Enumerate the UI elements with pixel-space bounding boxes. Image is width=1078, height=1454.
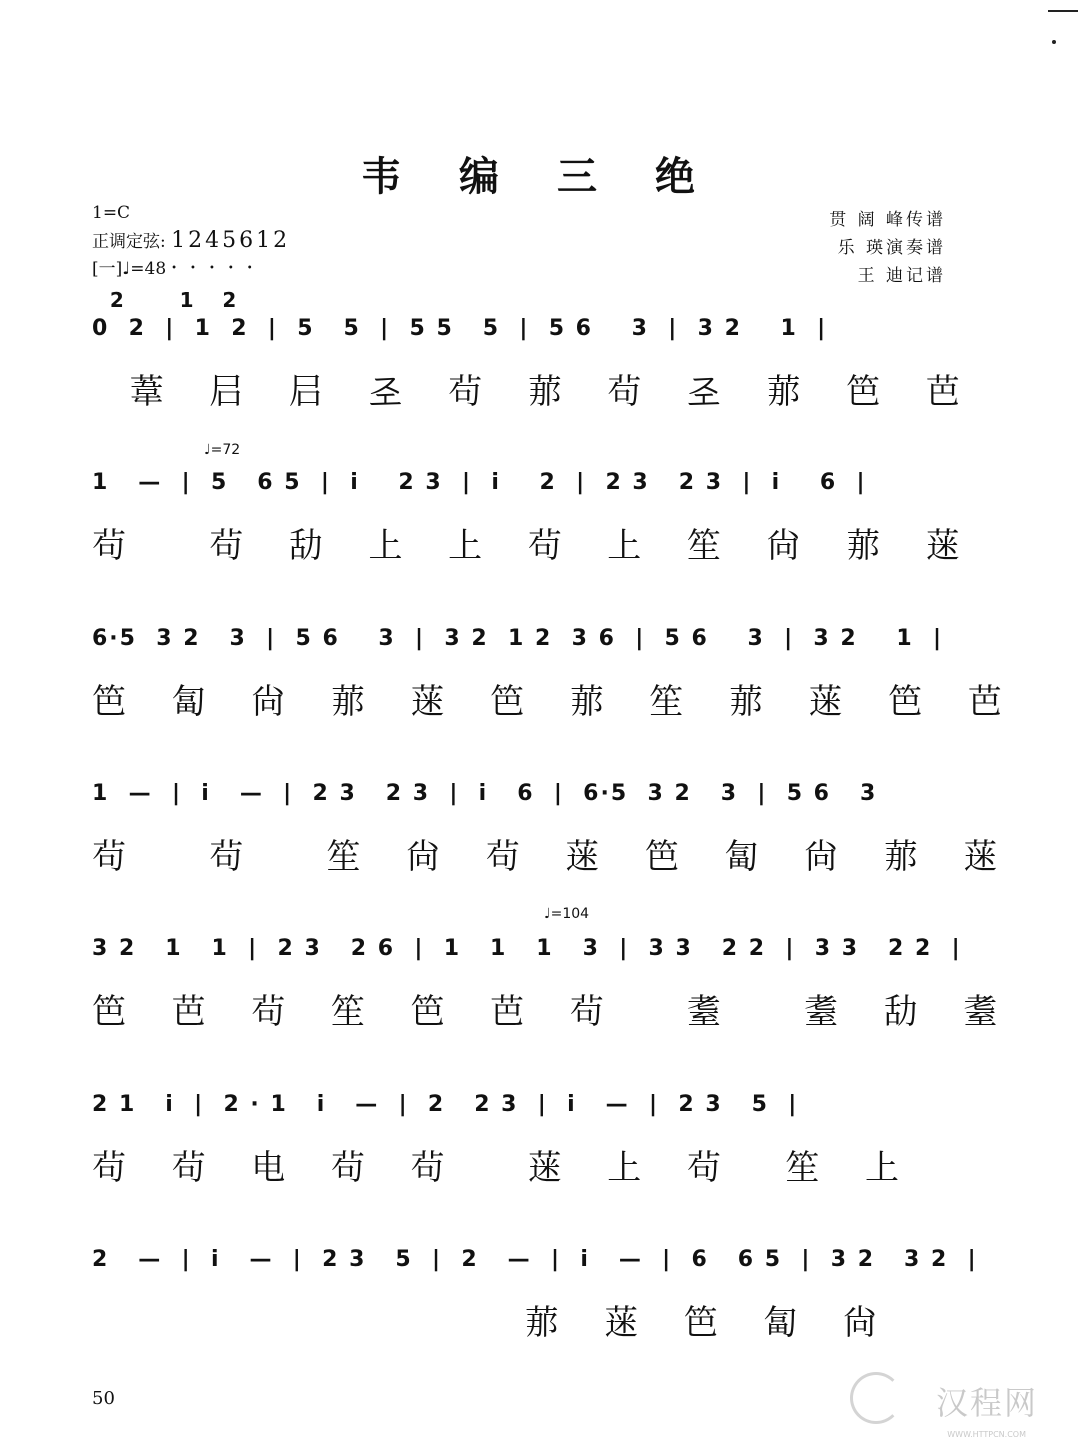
key-signature: 1=C [92, 203, 131, 223]
tuning-lowdots: ••••• [171, 263, 266, 274]
guqin-tablature: 笆 芭 茍 笙 笆 芭 茍 耋 耋 㔚 耋 [92, 992, 1006, 1032]
section-tempo: [一]♩=48 [92, 259, 167, 279]
jianpu-notes: 1 — | 5 6 5 | i 2 3 | i 2 | 2 3 2 3 | i 6 | [92, 470, 867, 495]
credit-line: 乐 瑛演奏谱 [837, 238, 946, 258]
tuning-notes-text: 1245612 [171, 228, 291, 253]
corner-mark [1048, 10, 1078, 12]
jianpu-notes: 1 — | i — | 2 3 2 3 | i 6 | 6·5 3 2 3 | 5 6 3 [92, 781, 878, 806]
page-number: 50 [92, 1388, 115, 1409]
tuning-notes [171, 228, 291, 274]
watermark-logo-icon [850, 1372, 902, 1424]
guqin-tablature: 茍 茍 电 茍 茍 蒾 上 茍 笙 上 [92, 1148, 907, 1188]
page-title: 韦 编 三 绝 [361, 153, 717, 200]
guqin-tablature: 茍 茍 㔚 上 上 茍 上 笙 尙 𦰡 蒾 [92, 526, 968, 566]
guqin-tablature: 葦 𡰪 𡰪 𢀖 茍 𦰡 茍 𢀖 𦰡 笆 芭 [92, 372, 968, 412]
jianpu-notes: 6·5 3 2 3 | 5 6 3 | 3 2 1 2 3 6 | 5 6 3 | 3 2 1 | [92, 626, 944, 651]
credit-line: 王 迪记谱 [857, 266, 946, 286]
guqin-tablature: 𦰡 蒾 笆 匐 尙 [92, 1303, 886, 1343]
jianpu-notes: 2 1 i | 2 · 1 i — | 2 2 3 | i — | 2 3 5 | [92, 1092, 799, 1117]
jianpu-notes: 3 2 1 1 | 2 3 2 6 | 1 1 1 3 | 3 3 2 2 | 3 3 2 2 | [92, 936, 962, 961]
corner-dot [1052, 40, 1056, 44]
jianpu-notes: 0 2 | 1 2 | 5 5 | 5 5 5 | 5 6 3 | 3 2 1 | [92, 316, 828, 341]
credit-line: 贯 阔 峰传谱 [829, 210, 946, 230]
tempo-marking: ♩=104 [544, 906, 590, 922]
jianpu-notes: 2 — | i — | 2 3 5 | 2 — | i — | 6 6 5 | 3 2 3 2 | [92, 1247, 978, 1272]
tempo-marking: ♩=72 [204, 442, 241, 458]
upper-notes: 2 1 2 [92, 288, 239, 312]
watermark: 汉程网 [935, 1384, 1038, 1422]
credits [829, 206, 946, 290]
guqin-tablature: 茍 茍 笙 尙 茍 蒾 笆 匐 尙 𦰡 蒾 [92, 837, 1006, 877]
guqin-tablature: 笆 匐 尙 𦰡 蒾 笆 𦰡 笙 𦰡 蒾 笆 芭 [92, 682, 1010, 722]
score-header-left [92, 200, 290, 283]
tuning-label: 正调定弦: [92, 232, 166, 252]
watermark-url: WWW.HTTPCN.COM [947, 1430, 1026, 1439]
